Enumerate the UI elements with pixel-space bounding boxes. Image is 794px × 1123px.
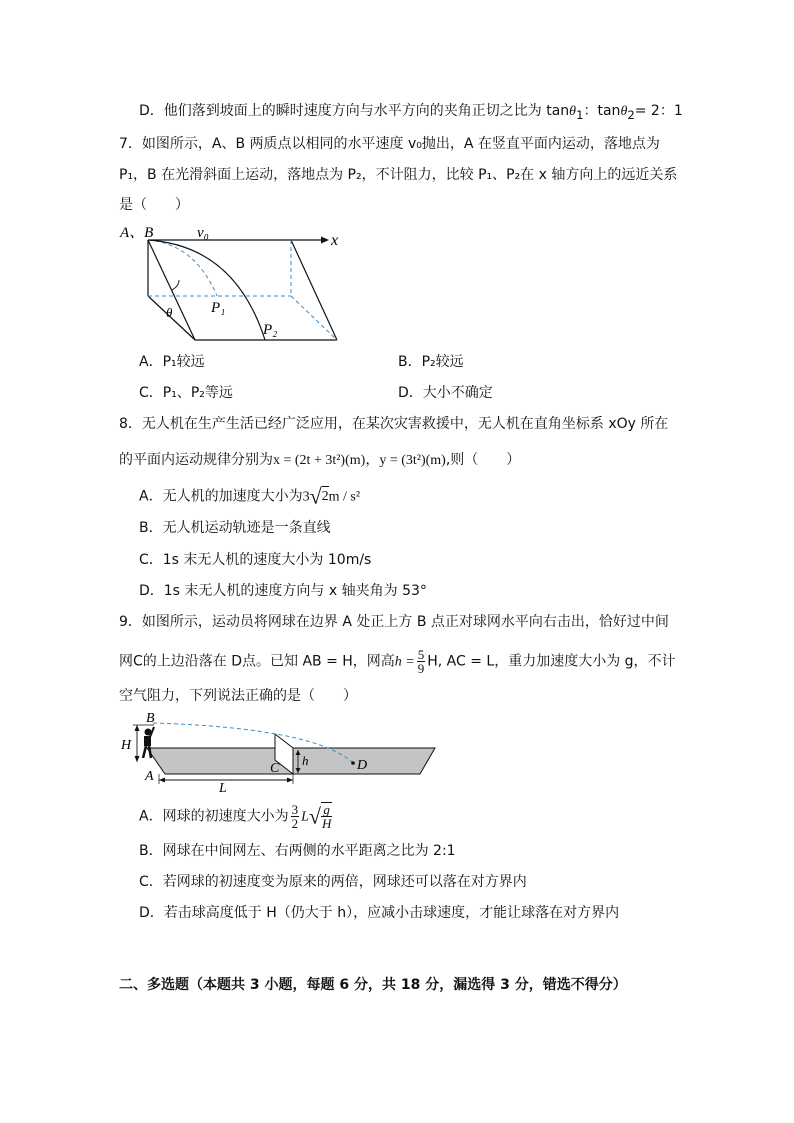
q9-option-b: B．网球在中间网左、右两侧的水平距离之比为 2:1	[139, 843, 456, 859]
q8-option-a: A．无人机的加速度大小为3√2m / s²	[139, 483, 361, 509]
section-heading: 二、多选题（本题共 3 小题，每题 6 分，共 18 分，漏选得 3 分，错选不得分）	[119, 977, 627, 993]
q7-option-a: A．P₁较远	[139, 354, 205, 370]
label-d: D	[357, 758, 368, 773]
q8-option-c: C．1s 末无人机的速度大小为 10m/s	[139, 552, 372, 568]
q9-stem-line3: 空气阻力，下列说法正确的是（ ）	[119, 688, 357, 704]
q8-eq-x: x = (2t + 3t²)(m)	[273, 453, 366, 468]
q7-stem-line3: 是（ ）	[119, 197, 189, 213]
q7-option-b: B．P₂较远	[398, 354, 464, 370]
q8-option-d: D．1s 末无人机的速度方向与 x 轴夹角为 53°	[139, 583, 427, 599]
label-p2: P₂	[263, 322, 278, 338]
q7-figure	[115, 220, 355, 348]
q9-option-d: D．若击球高度低于 H（仍大于 h），应减小击球速度，才能让球落在对方界内	[139, 905, 620, 921]
label-p1: P₁	[211, 300, 226, 316]
label-l: L	[219, 781, 227, 796]
q8-stem-line2: 的平面内运动规律分别为x = (2t + 3t²)(m)，y = (3t²)(m),则（ ）	[119, 452, 521, 468]
q9-option-c: C．若网球的初速度变为原来的两倍，网球还可以落在对方界内	[139, 874, 527, 890]
q7-stem-line2: P₁，B 在光滑斜面上运动，落地点为 P₂，不计阻力，比较 P₁、P₂在 x 轴方向上的远近关系	[119, 167, 678, 183]
q9-stem-line2: 网C的上边沿落在 D点。已知 AB = H，网高h = $\frac{5}{9}$ H, AC = L，重力加速度大小为 g，不计	[119, 647, 676, 676]
label-h-small: h	[302, 753, 309, 768]
q8-stem-line1: 8．无人机在生产生活已经广泛应用，在某次灾害救援中，无人机在直角坐标系 xOy 所在	[119, 416, 669, 432]
q7-stem-line1: 7．如图所示，A、B 两质点以相同的水平速度 v₀抛出，A 在竖直平面内运动，落地点为	[119, 136, 660, 152]
q7-option-d: D．大小不确定	[398, 385, 493, 401]
label-a: A	[145, 769, 154, 784]
label-x: x	[331, 232, 339, 249]
label-b: B	[146, 711, 155, 726]
q9-option-a: A．网球的初速度大小为 $\frac{3}{2}$ L√ $\frac{g}{H}$	[139, 802, 332, 832]
q8-eq-y: y = (3t²)(m)	[379, 453, 446, 468]
label-ab: A、B	[120, 225, 154, 241]
q9-stem-line1: 9．如图所示，运动员将网球在边界 A 处正上方 B 点正对球网水平向右击出，恰好过中间	[119, 614, 669, 630]
q8-option-b: B．无人机运动轨迹是一条直线	[139, 520, 331, 536]
label-c: C	[270, 761, 280, 776]
label-theta: θ	[166, 305, 173, 320]
q7-option-c: C．P₁、P₂等远	[139, 385, 233, 401]
q6-option-d: D．他们落到坡面上的瞬时速度方向与水平方向的夹角正切之比为 tanθ$_1$：tanθ$_2$= 2：1	[139, 103, 683, 122]
label-h-big: H	[121, 738, 132, 753]
label-v0: v₀	[197, 225, 209, 241]
q9-figure	[115, 710, 445, 796]
